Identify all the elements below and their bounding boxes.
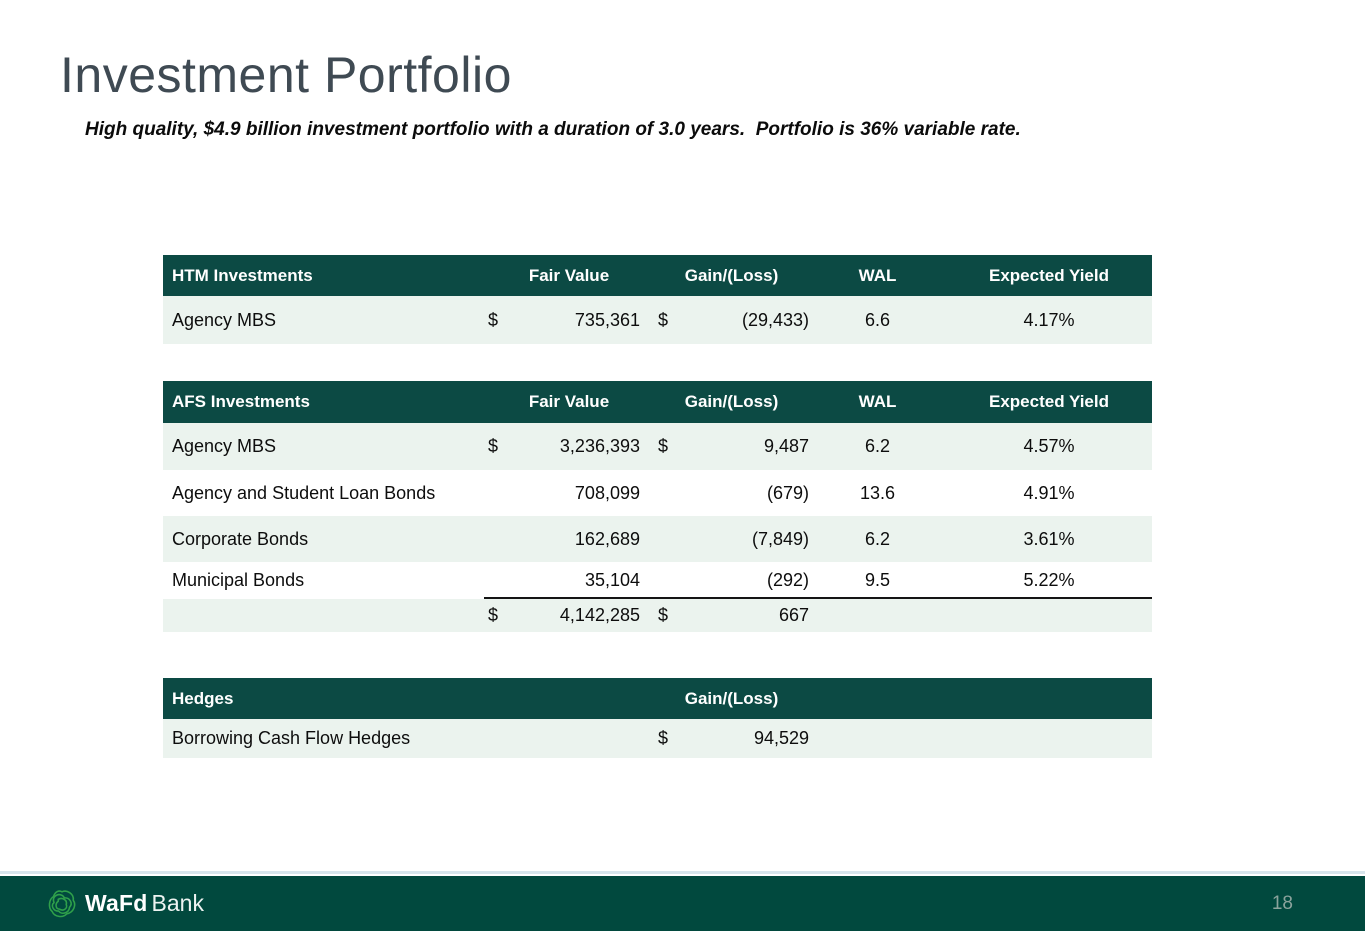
row-label: Agency MBS: [172, 436, 277, 456]
currency-symbol: $: [658, 605, 669, 625]
currency-symbol: $: [488, 309, 499, 330]
row-label: Agency MBS: [172, 309, 277, 330]
fair-value-cell: 735,361: [574, 309, 640, 330]
column-header: Gain/(Loss): [684, 392, 779, 411]
page-number: 18: [1271, 892, 1293, 914]
table-row: [163, 423, 1152, 470]
gain-loss-cell: (7,849): [751, 528, 809, 549]
column-header: Expected Yield: [989, 392, 1109, 411]
currency-symbol: $: [488, 605, 499, 625]
hedges-table: [163, 678, 1152, 758]
page-title: Investment Portfolio: [60, 47, 512, 103]
column-header: AFS Investments: [172, 392, 310, 411]
gain-loss-cell: 94,529: [753, 728, 809, 748]
wafd-knot-icon: [47, 889, 77, 919]
gain-loss-cell: (679): [766, 482, 809, 503]
gain-loss-cell: (292): [766, 570, 809, 590]
expected-yield-cell: 4.57%: [1023, 436, 1075, 456]
row-label: Agency and Student Loan Bonds: [172, 482, 436, 503]
gain-loss-cell: 9,487: [763, 436, 809, 456]
column-header: Gain/(Loss): [684, 688, 779, 708]
column-header: Fair Value: [528, 265, 610, 285]
total-rule-line: [484, 597, 1152, 599]
footer-bar: [0, 876, 1365, 931]
gain-loss-cell: (29,433): [741, 309, 809, 330]
table-header-row: [163, 255, 1152, 296]
fair-value-cell: 3,236,393: [559, 436, 640, 456]
table-row: [163, 562, 1152, 599]
row-label: Municipal Bonds: [172, 570, 305, 590]
expected-yield-cell: 4.17%: [1023, 309, 1075, 330]
htm-investments-table: [163, 255, 1152, 344]
table-row: [163, 470, 1152, 516]
row-label: Borrowing Cash Flow Hedges: [172, 728, 411, 748]
currency-symbol: $: [658, 728, 669, 748]
column-header: Gain/(Loss): [684, 265, 779, 285]
footer-accent-line: [0, 871, 1365, 874]
afs-investments-table: [163, 381, 1152, 632]
wal-cell: 13.6: [859, 482, 896, 503]
fair-value-cell: 708,099: [574, 482, 640, 503]
fair-value-cell: 162,689: [574, 528, 640, 549]
currency-symbol: $: [658, 436, 669, 456]
wal-cell: 6.6: [864, 309, 891, 330]
table-header-row: [163, 678, 1152, 719]
wal-cell: 6.2: [864, 436, 891, 456]
brand-name-regular: Bank: [151, 890, 204, 916]
table-row: [163, 516, 1152, 562]
row-label: Corporate Bonds: [172, 528, 309, 549]
table-header-row: [163, 381, 1152, 423]
table-row: [163, 296, 1152, 344]
column-header: Hedges: [172, 688, 234, 708]
column-header: HTM Investments: [172, 265, 313, 285]
fair-value-cell: 35,104: [584, 570, 640, 590]
table-total-row: [163, 599, 1152, 632]
wafd-bank-logo: [47, 889, 204, 919]
gain-loss-total-cell: 667: [778, 605, 809, 625]
table-row: [163, 719, 1152, 758]
brand-name-bold: WaFd: [85, 890, 148, 916]
wal-cell: 6.2: [864, 528, 891, 549]
expected-yield-cell: 3.61%: [1023, 528, 1075, 549]
fair-value-total-cell: 4,142,285: [559, 605, 640, 625]
expected-yield-cell: 5.22%: [1023, 570, 1075, 590]
wal-cell: 9.5: [864, 570, 891, 590]
slide-subtitle: High quality, $4.9 billion investment portfolio with a duration of 3.0 years. Portfolio is 36% variable rate.: [85, 119, 1021, 140]
column-header: WAL: [858, 265, 897, 285]
currency-symbol: $: [658, 309, 669, 330]
column-header: WAL: [858, 392, 897, 411]
column-header: Expected Yield: [989, 265, 1109, 285]
expected-yield-cell: 4.91%: [1023, 482, 1075, 503]
currency-symbol: $: [488, 436, 499, 456]
column-header: Fair Value: [528, 392, 610, 411]
